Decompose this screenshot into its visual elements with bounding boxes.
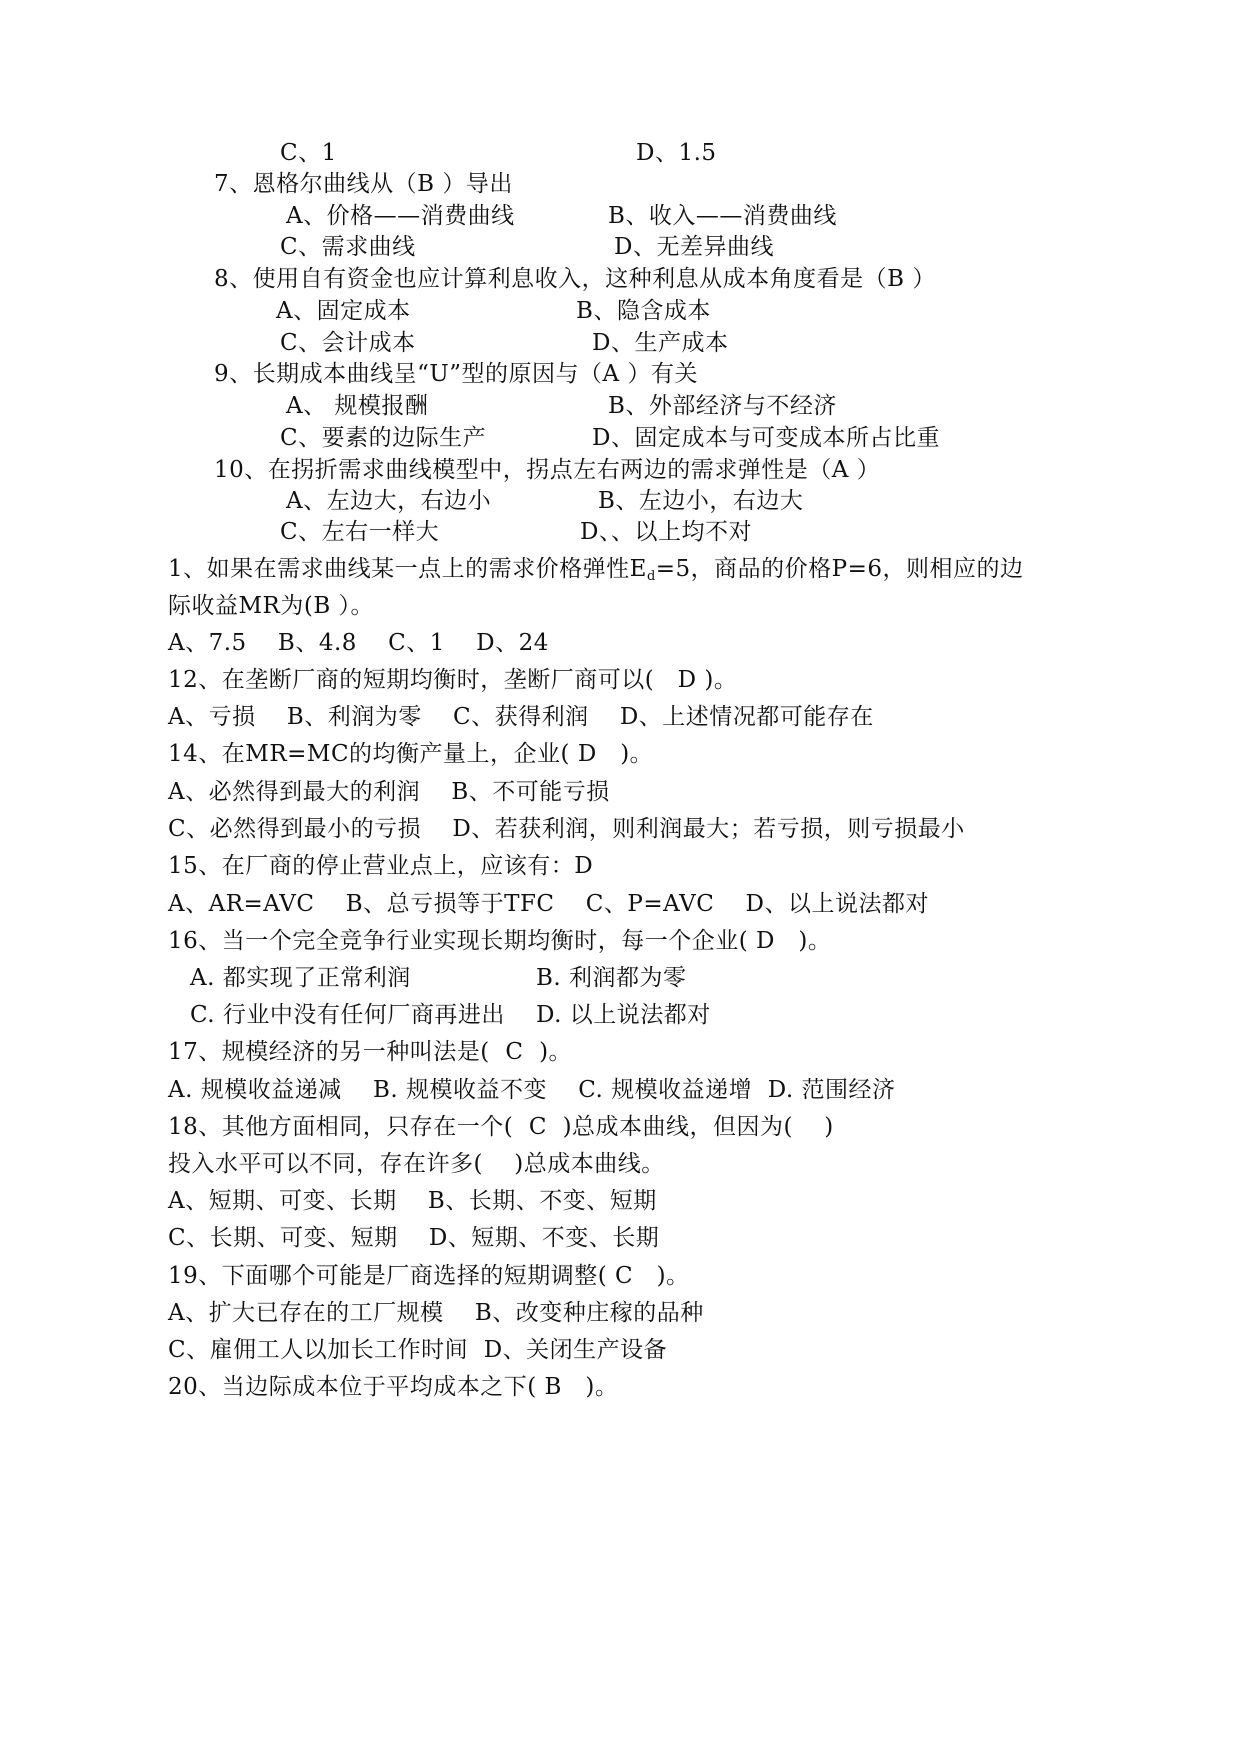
q6-option-d: D、1.5 (636, 140, 717, 166)
q8-option-b: B、隐含成本 (576, 298, 711, 324)
q14-options-ab: A、必然得到最大的利润 B、不可能亏损 (168, 779, 610, 805)
q9-option-b: B、外部经济与不经济 (608, 393, 837, 419)
q11-stem (168, 555, 1024, 591)
q9-option-c: C、要素的边际生产 (280, 425, 487, 451)
q12-options: A、亏损 B、利润为零 C、获得利润 D、上述情况都可能存在 (168, 704, 874, 730)
q17-options: A. 规模收益递减 B. 规模收益不变 C. 规模收益递增 D. 范围经济 (168, 1077, 896, 1103)
q18-stem: 18、其他方面相同，只存在一个( C )总成本曲线，但因为( ) (168, 1114, 834, 1140)
q7-stem: 7、恩格尔曲线从（B ）导出 (214, 171, 513, 197)
q8-option-a: A、固定成本 (276, 298, 411, 324)
q11-stem-cont: 际收益MR为(B ）。 (168, 593, 375, 619)
q18-options-ab: A、短期、可变、长期 B、长期、不变、短期 (168, 1188, 657, 1214)
q12-stem: 12、在垄断厂商的短期均衡时，垄断厂商可以( D )。 (168, 667, 738, 693)
q16-option-b: B. 利润都为零 (536, 965, 687, 991)
q19-options-ab: A、扩大已存在的工厂规模 B、改变种庄稼的品种 (168, 1300, 704, 1326)
q16-option-c: C. 行业中没有任何厂商再进出 (190, 1002, 505, 1028)
q10-option-b: B、左边小，右边大 (598, 488, 804, 514)
q14-stem: 14、在MR=MC的均衡产量上，企业( D )。 (168, 741, 654, 767)
q11-subscript: d (646, 569, 656, 584)
q20-stem: 20、当边际成本位于平均成本之下( B )。 (168, 1374, 619, 1400)
q10-option-d: D、、以上均不对 (580, 519, 752, 545)
q14-options-cd: C、必然得到最小的亏损 D、若获利润，则利润最大；若亏损，则亏损最小 (168, 816, 965, 842)
q16-option-d: D. 以上说法都对 (536, 1002, 711, 1028)
q19-stem: 19、下面哪个可能是厂商选择的短期调整( C )。 (168, 1263, 690, 1289)
q17-stem: 17、规模经济的另一种叫法是( C )。 (168, 1039, 573, 1065)
q18-stem-cont: 投入水平可以不同，存在许多( )总成本曲线。 (168, 1151, 665, 1177)
q8-stem: 8、使用自有资金也应计算利息收入，这种利息从成本角度看是（B ） (214, 266, 936, 292)
q15-stem: 15、在厂商的停止营业点上，应该有：D (168, 853, 594, 879)
q10-option-a: A、左边大，右边小 (286, 488, 492, 514)
q8-option-c: C、会计成本 (280, 330, 416, 356)
q18-options-cd: C、长期、可变、短期 D、短期、不变、长期 (168, 1225, 660, 1251)
q9-option-a: A、 规模报酬 (286, 393, 429, 419)
q8-option-d: D、生产成本 (592, 330, 729, 356)
q11-stem-text: 1、如果在需求曲线某一点上的需求价格弹性E (168, 556, 647, 582)
q11-options: A、7.5 B、4.8 C、1 D、24 (168, 630, 549, 656)
q10-stem: 10、在拐折需求曲线模型中，拐点左右两边的需求弹性是（A ） (214, 457, 881, 483)
q6-option-c: C、1 (280, 140, 337, 166)
q9-stem: 9、长期成本曲线呈“U”型的原因与（A ）有关 (214, 361, 698, 387)
q15-options: A、AR=AVC B、总亏损等于TFC C、P=AVC D、以上说法都对 (168, 891, 929, 917)
q16-option-a: A. 都实现了正常利润 (190, 965, 411, 991)
q11-stem-text-2: =5，商品的价格P=6，则相应的边 (655, 556, 1024, 582)
q10-option-c: C、左右一样大 (280, 519, 440, 545)
q7-option-d: D、无差异曲线 (614, 234, 774, 260)
q7-option-b: B、收入——消费曲线 (608, 203, 837, 229)
q7-option-a: A、价格——消费曲线 (286, 203, 515, 229)
q19-options-cd: C、雇佣工人以加长工作时间 D、关闭生产设备 (168, 1337, 668, 1363)
q16-stem: 16、当一个完全竞争行业实现长期均衡时，每一个企业( D )。 (168, 928, 832, 954)
q9-option-d: D、固定成本与可变成本所占比重 (592, 425, 940, 451)
q7-option-c: C、需求曲线 (280, 234, 416, 260)
